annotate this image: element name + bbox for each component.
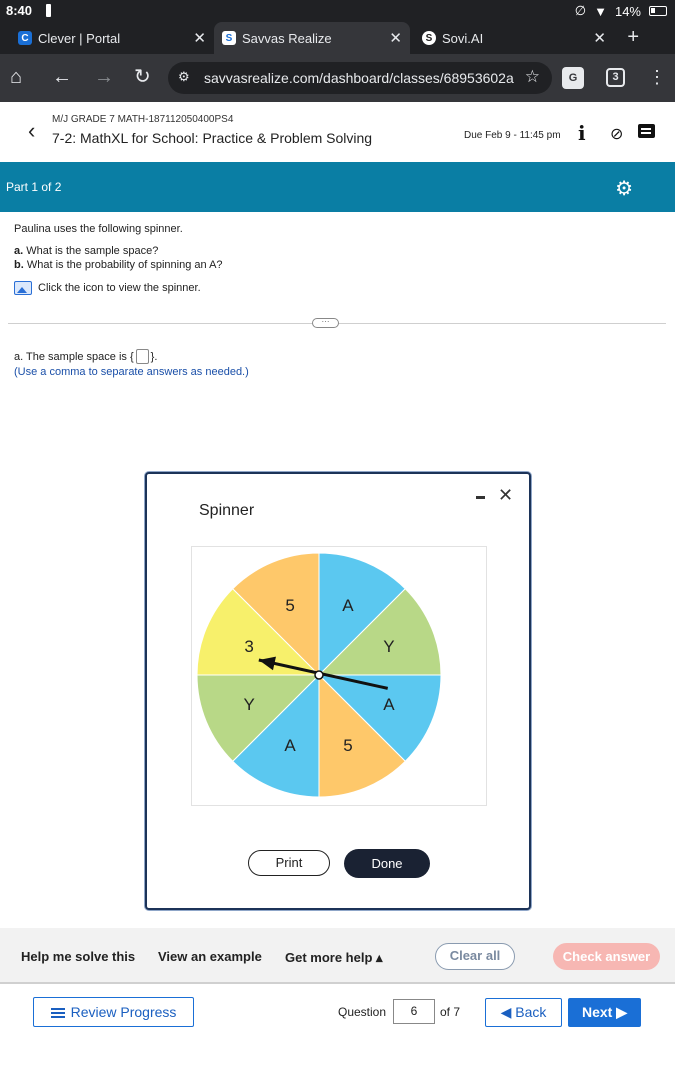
- paperclip-icon[interactable]: ⊘: [610, 126, 624, 143]
- forward-arrow-icon[interactable]: →: [94, 66, 114, 88]
- tab-savvas[interactable]: [214, 22, 410, 54]
- back-chevron-icon[interactable]: ‹: [28, 118, 36, 143]
- help-me-solve-link[interactable]: Help me solve this: [21, 949, 136, 964]
- clever-favicon-icon: C: [18, 31, 32, 45]
- savvas-favicon-icon: S: [222, 31, 236, 45]
- clear-all-button[interactable]: Clear all: [435, 943, 515, 970]
- get-more-help-link[interactable]: Get more help ▴: [285, 950, 383, 965]
- notification-icon: [46, 4, 51, 17]
- battery-percent: 14%: [614, 3, 641, 19]
- question-part-b: [14, 259, 223, 271]
- part-a-text: What is the sample space?: [26, 245, 159, 257]
- view-image-icon[interactable]: [14, 281, 32, 295]
- part-a-prefix: a.: [14, 245, 24, 257]
- question-total: of 7: [440, 1005, 461, 1019]
- print-button[interactable]: Print: [248, 850, 330, 876]
- back-arrow-icon[interactable]: ←: [52, 66, 72, 88]
- translate-icon[interactable]: G: [562, 67, 584, 89]
- question-intro: Paulina uses the following spinner.: [14, 223, 183, 235]
- review-label: Review Progress: [70, 1004, 177, 1020]
- omnibox[interactable]: [168, 62, 552, 94]
- dialog-title: Spinner: [199, 502, 255, 519]
- icon-hint: Click the icon to view the spinner.: [38, 282, 201, 294]
- spinner-section-label: 5: [343, 735, 353, 755]
- sovi-favicon-icon: S: [422, 31, 436, 45]
- tab-title: Savvas Realize: [242, 30, 332, 46]
- spinner-section-label: A: [284, 735, 296, 755]
- question-part-a: [14, 245, 158, 257]
- tab-title: Clever | Portal: [38, 30, 121, 46]
- minimize-icon[interactable]: [476, 496, 485, 499]
- spinner-section-label: A: [342, 596, 354, 616]
- part-b-text: What is the probability of spinning an A?: [26, 259, 223, 271]
- info-icon[interactable]: i: [578, 121, 586, 145]
- answer-line: [14, 349, 157, 364]
- answer-suffix: }.: [150, 350, 158, 363]
- next-button[interactable]: Next ▶: [568, 998, 641, 1027]
- answer-hint: (Use a comma to separate answers as needed.): [14, 366, 249, 378]
- tab-clever[interactable]: [18, 22, 214, 54]
- url-text[interactable]: savvasrealize.com/dashboard/classes/68953602a: [204, 70, 514, 86]
- home-icon[interactable]: ⌂: [10, 66, 23, 88]
- spinner-section-label: A: [383, 694, 395, 714]
- answer-prefix: a. The sample space is {: [14, 350, 134, 363]
- status-bar: [0, 0, 675, 22]
- close-dialog-icon[interactable]: ✕: [498, 485, 514, 505]
- close-tab-icon[interactable]: ✕: [593, 30, 606, 47]
- wifi-icon: ▼: [594, 3, 607, 19]
- part-label: Part 1 of 2: [6, 180, 62, 194]
- view-example-link[interactable]: View an example: [158, 949, 262, 964]
- spinner-section-label: 5: [285, 596, 295, 616]
- list-icon: [51, 1008, 65, 1018]
- part-b-prefix: b.: [14, 259, 24, 271]
- tab-sovi[interactable]: [414, 22, 614, 54]
- do-not-disturb-icon: ∅: [574, 3, 587, 18]
- battery-icon: [649, 6, 667, 16]
- review-progress-button[interactable]: [33, 997, 194, 1027]
- back-button[interactable]: ◀ Back: [485, 998, 562, 1027]
- tab-strip: [0, 22, 675, 54]
- spinner-section-label: Y: [243, 694, 255, 714]
- spinner-section-label: 3: [244, 637, 254, 657]
- assignment-title: 7-2: MathXL for School: Practice & Problem Solving: [52, 130, 373, 146]
- new-tab-icon[interactable]: +: [627, 26, 639, 48]
- spinner-hub: [315, 671, 323, 679]
- class-name: M/J GRADE 7 MATH-187112050400PS4: [52, 114, 234, 125]
- close-tab-icon[interactable]: ✕: [193, 30, 206, 47]
- status-time: 8:40: [6, 3, 33, 18]
- gesture-area: [0, 1046, 675, 1080]
- more-menu-icon[interactable]: ⋮: [648, 67, 666, 87]
- address-bar: [0, 54, 675, 102]
- help-action-bar: [0, 928, 675, 984]
- close-tab-icon[interactable]: ✕: [389, 30, 402, 47]
- spinner-dialog: [145, 472, 531, 910]
- spinner-section-label: Y: [383, 637, 395, 657]
- site-settings-icon[interactable]: ⚙: [178, 69, 190, 84]
- check-answer-button[interactable]: Check answer: [553, 943, 660, 970]
- done-button[interactable]: Done: [344, 849, 430, 878]
- spinner-graphic: [192, 547, 488, 807]
- expand-more-button[interactable]: ···: [312, 318, 339, 328]
- comment-icon[interactable]: [638, 124, 655, 138]
- status-right: [575, 3, 667, 19]
- assignment-header: [0, 102, 675, 162]
- reload-icon[interactable]: ↻: [134, 66, 151, 88]
- due-date: Due Feb 9 - 11:45 pm: [464, 130, 561, 141]
- question-number-input[interactable]: 6: [393, 999, 435, 1024]
- tab-title: Sovi.AI: [442, 30, 484, 46]
- sample-space-input[interactable]: [136, 349, 149, 364]
- part-bar: [0, 162, 675, 212]
- question-label: Question: [338, 1005, 387, 1019]
- question-nav: [0, 986, 675, 1046]
- settings-gear-icon[interactable]: ⚙: [615, 178, 633, 200]
- spinner-figure: [191, 546, 487, 806]
- tab-count-button[interactable]: 3: [606, 68, 625, 87]
- bookmark-star-icon[interactable]: ☆: [524, 67, 540, 86]
